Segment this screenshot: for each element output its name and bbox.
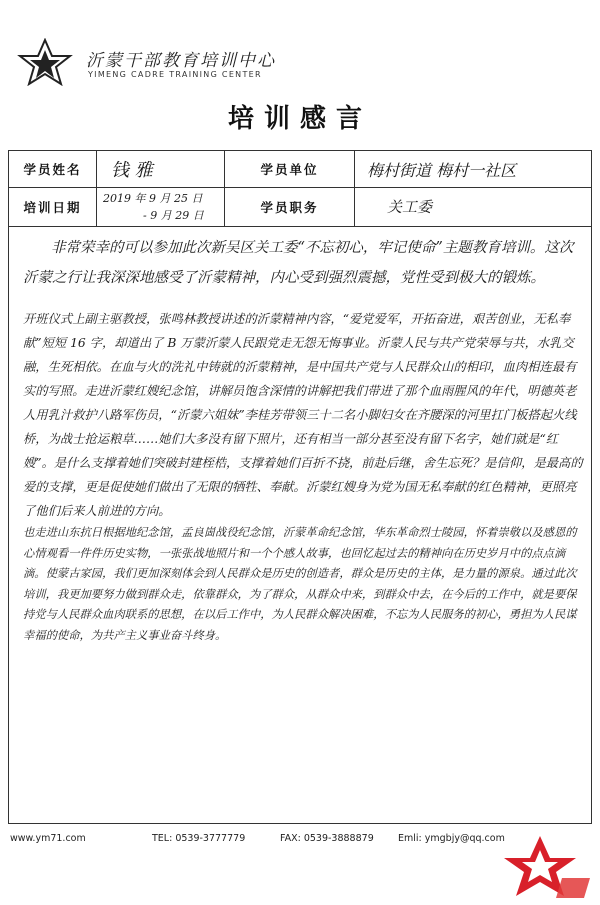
date-value: [97, 187, 225, 226]
date-end: - 9 月 29 日: [143, 208, 204, 222]
essay-paragraph: 非常荣幸的可以参加此次新吴区关工委“不忘初心，牢记使命”主题教育培训。这次沂蒙之行让我深深地感受了沂蒙精神，内心受到强烈震撼，党性受到极大的锻炼。: [23, 240, 574, 286]
org-name-en: YIMENG CADRE TRAINING CENTER: [88, 70, 262, 79]
red-star-emblem-icon: [500, 832, 592, 900]
footer-tel: TEL: 0539-3777779: [152, 833, 246, 844]
essay-paragraph: 也走进山东抗日根据地纪念馆，孟良崮战役纪念馆，沂蒙革命纪念馆，华东革命烈士陵园，怀着崇敬以及感恩的心情观看一件件历史实物，一张张战地照片和一个个感人故事，也回忆起过去的精神向在历史岁月中的点点滴滴。使蒙古家园，我们更加深刻体会到人民群众是历史的创造者，群众是历史的主体，是力量的源泉。通过此次培训，我更加要努力做到群众走，依靠群众，为了群众，从群众中来，到群众中去，在今后的工作中，就是要保持党与人民群众血肉联系的思想，在以后工作中，为人民群众解决困难，不忘为人民服务的初心，勇担为人民谋幸福的使命，为共产主义事业奋斗终身。: [23, 526, 577, 642]
unit-value: 梅村街道 梅村一社区: [367, 160, 517, 180]
page-title: 培训感言: [227, 104, 372, 134]
red-star-logo-icon: [14, 38, 76, 86]
essay-body: [23, 233, 583, 646]
footer-fax: FAX: 0539-3888879: [280, 833, 374, 844]
position-label: 学员职务: [225, 187, 355, 226]
date-label: 培训日期: [9, 187, 97, 226]
footer-website: www.ym71.com: [10, 833, 86, 844]
org-name-cn: 沂蒙干部教育培训中心: [86, 51, 276, 71]
feedback-form: [8, 150, 592, 824]
footer-email: Emli: ymgbjy@qq.com: [398, 833, 505, 844]
form-row-name: [9, 151, 591, 188]
position-value: 关工委: [387, 198, 433, 216]
unit-label: 学员单位: [225, 151, 355, 187]
date-start: 2019 年 9 月 25 日: [103, 191, 203, 205]
name-label: 学员姓名: [9, 151, 97, 187]
name-value: 钱 雅: [97, 151, 225, 187]
form-row-date: [9, 187, 591, 227]
essay-paragraph: 开班仪式上副主驱教授，张鸣林教授讲述的沂蒙精神内容，“爱党爱军，开拓奋进，艰苦创业，无私奉献”短短 16 字，却道出了 B 万蒙沂蒙人民跟党走无怨无悔事业。沂蒙人民与共产党荣辱与共，水乳交融，生死相依。在血与火的洗礼中铸就的沂蒙精神，是中国共产党与人民群众山的相印，血肉相连最有实的写照。走进沂蒙红嫂纪念馆，讲解员饱含深情的讲解把我们带进了那个血雨腥风的年代，明德英老人用乳汁救护八路军伤员，“沂蒙六姐妹”李桂芳带领三十二名小脚妇女在齐腰深的河里扛门板搭起火线桥，为战士抢运粮草……她们大多没有留下照片，还有相当一部分甚至没有留下名字，她们就是“红嫂”。是什么支撑着她们突破封建桎梏，支撑着她们百折不挠，前赴后继，舍生忘死？是信仰，是最高的爱的支撑，更是促使她们做出了无限的牺牲、奉献。沂蒙红嫂身为党为国无私奉献的红色精神，更照亮了他们后来人前进的方向。: [23, 312, 583, 518]
